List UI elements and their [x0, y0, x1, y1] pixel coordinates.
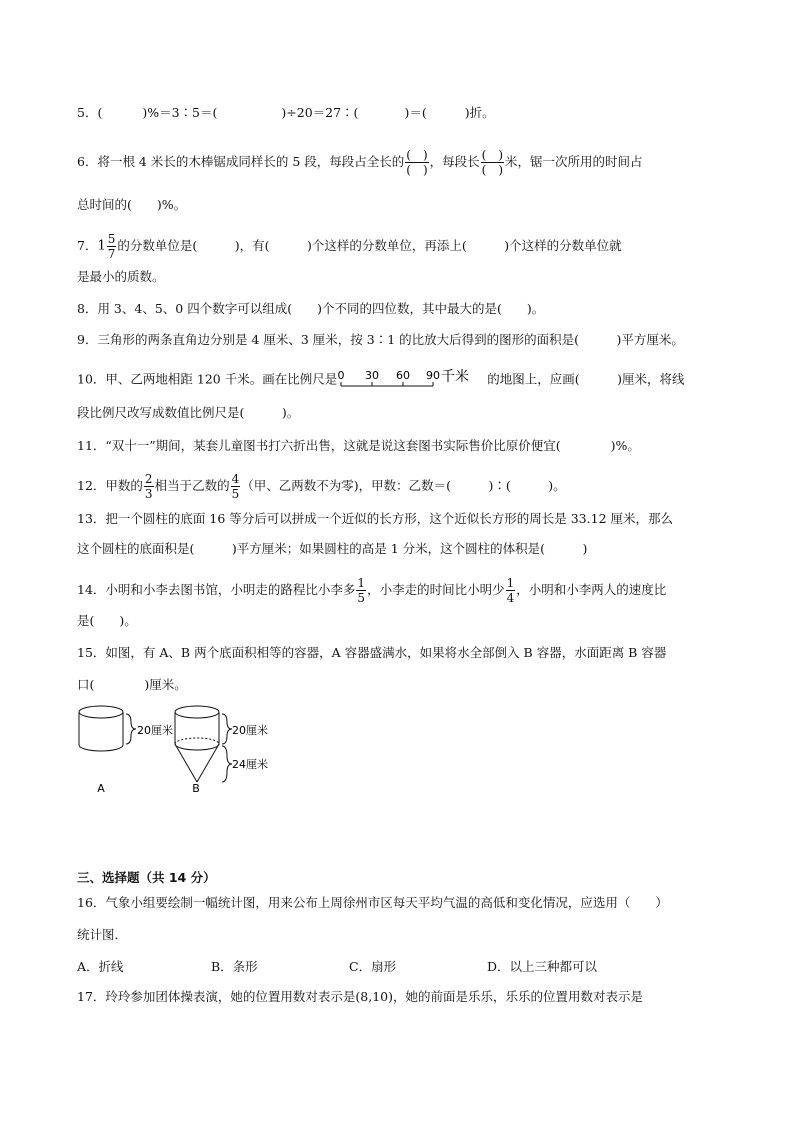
q16-text-b: 统计图．	[77, 927, 128, 942]
q6-text-c: 米，锯一次所用的时间占	[505, 154, 643, 169]
q5-text-b: )%＝3∶5＝(	[142, 105, 218, 120]
q7-text-b: 是最小的质数。	[77, 269, 165, 284]
fraction-numerator: 2	[144, 472, 153, 486]
q8-text: 用 3、4、5、0 四个数字可以组成( )个不同的四位数，其中最大的是( )。	[97, 301, 545, 316]
q16-text-a: 气象小组要绘制一幅统计图，用来公布上周徐州市区每天平均气温的高低和变化情况，应选用（ ）	[105, 895, 668, 910]
mixed-number-integer: 1	[97, 238, 106, 254]
option-a[interactable]	[77, 957, 124, 975]
question-13-cont	[77, 540, 587, 558]
question-14	[77, 576, 666, 605]
q12-text-b: 相当于乙数的	[154, 478, 230, 493]
fraction-numerator: 1	[506, 576, 515, 590]
question-number: 15．	[77, 645, 106, 660]
question-number: 8．	[77, 301, 98, 316]
option-d[interactable]	[487, 957, 597, 975]
question-10	[77, 368, 684, 392]
q12-text-a: 甲数的	[105, 478, 143, 493]
question-14-cont	[77, 612, 137, 630]
question-12	[77, 472, 566, 501]
q12-text-c: （甲、乙两数不为零)，甲数：乙数＝( )∶( )。	[241, 478, 566, 493]
q7-text-a: 的分数单位是( )，有( )个这样的分数单位，再添上( )个这样的分数单位就	[117, 238, 622, 253]
fraction	[107, 232, 117, 261]
fraction-denominator: 4	[506, 591, 515, 605]
fraction-denominator: 3	[144, 487, 153, 501]
question-number: 16．	[77, 895, 106, 910]
q6-text-a: 将一根 4 米长的木棒锯成同样长的 5 段，每段占全长的	[97, 154, 405, 169]
q14-text-a: 小明和小李去图书馆，小明走的路程比小李多	[105, 582, 356, 597]
q5-text-a: (	[97, 105, 103, 120]
option-b[interactable]	[211, 957, 258, 975]
question-number: 10．	[77, 371, 106, 387]
option-label: D．以上三种都可以	[487, 959, 598, 974]
q10-text-a: 甲、乙两地相距 120 千米。画在比例尺是	[105, 371, 338, 387]
question-9	[77, 331, 684, 349]
fraction-numerator: 5	[107, 232, 116, 246]
brace-icon	[222, 746, 232, 782]
option-label: A．折线	[77, 959, 124, 974]
q9-text: 三角形的两条直角边分别是 4 厘米、3 厘米，按 3∶1 的比放大后得到的图形的面积是( )平方厘米。	[97, 332, 684, 347]
fraction-denominator: 5	[357, 591, 366, 605]
fraction-numerator: ( )	[481, 148, 504, 162]
fraction	[144, 472, 154, 501]
q5-text-c: )÷20＝27∶(	[281, 105, 359, 120]
label-b: B	[192, 782, 200, 795]
fraction-blank[interactable]	[405, 148, 428, 177]
question-13	[77, 510, 673, 528]
option-c[interactable]	[349, 957, 396, 975]
dimension-label-b-cone: 24厘米	[232, 758, 268, 771]
q13-text-b: 这个圆柱的底面积是( )平方厘米；如果圆柱的高是 1 分米，这个圆柱的体积是( )	[77, 541, 588, 556]
q13-text-a: 把一个圆柱的底面 16 等分后可以拼成一个近似的长方形，这个近似长方形的周长是 33.12 厘米，那么	[105, 511, 673, 526]
question-number: 6．	[77, 154, 98, 169]
question-6-cont	[77, 196, 186, 214]
question-17	[77, 988, 643, 1006]
question-7	[77, 232, 622, 261]
question-16-cont	[77, 926, 127, 944]
fraction-denominator: ( )	[481, 163, 504, 177]
dimension-label-a: 20厘米	[137, 724, 173, 737]
question-11	[77, 437, 640, 455]
q5-text-e: )折。	[464, 105, 495, 120]
label-a: A	[97, 782, 105, 795]
question-8	[77, 300, 544, 318]
question-number: 13．	[77, 511, 106, 526]
question-6	[77, 148, 643, 177]
q14-text-b: ，小李走的时间比小明少	[367, 582, 505, 597]
brace-icon	[222, 714, 232, 744]
question-number: 17．	[77, 989, 106, 1004]
fraction-denominator: 7	[107, 247, 116, 261]
question-number: 12．	[77, 478, 106, 493]
dimension-label-b-cylinder: 20厘米	[232, 724, 268, 737]
fraction-denominator: 5	[231, 487, 240, 501]
scale-unit-label: 千米	[441, 369, 470, 385]
question-10-cont	[77, 404, 299, 422]
section-title	[77, 869, 216, 887]
question-15	[77, 644, 666, 662]
section-title-text: 三、选择题（共 14 分）	[77, 870, 216, 885]
q17-text: 玲玲参加团体操表演，她的位置用数对表示是(8,10)，她的前面是乐乐，乐乐的位置用数对表示是	[105, 989, 643, 1004]
brace-icon	[126, 714, 136, 744]
q10-text-c: 段比例尺改写成数值比例尺是( )。	[77, 405, 300, 420]
q5-text-d: )＝(	[404, 105, 427, 120]
scale-tick-label: 90	[426, 369, 441, 382]
fraction-numerator: 1	[357, 576, 366, 590]
line-scale-bar	[337, 368, 487, 392]
question-15-cont	[77, 676, 187, 694]
fraction-numerator: ( )	[406, 148, 428, 162]
q14-text-d: 是( )。	[77, 613, 137, 628]
fraction-numerator: 4	[231, 472, 240, 486]
question-number: 14．	[77, 582, 106, 597]
scale-tick-label: 60	[396, 369, 411, 382]
fraction-denominator: ( )	[406, 163, 428, 177]
scale-tick-label: 0	[337, 369, 345, 382]
scale-tick-label: 30	[365, 369, 380, 382]
q15-text-a: 如图，有 A、B 两个底面积相等的容器，A 容器盛满水，如果将水全部倒入 B 容器，水面距离 B 容器	[105, 645, 667, 660]
option-label: C．扇形	[349, 959, 397, 974]
q6-text-b: ，每段长	[429, 154, 480, 169]
question-number: 7．	[77, 238, 98, 253]
fraction-blank[interactable]	[481, 148, 504, 177]
q11-text: “双十一”期间，某套儿童图书打六折出售，这就是说这套图书实际售价比原价便宜( )%。	[105, 438, 640, 453]
containers-figure	[70, 700, 290, 800]
question-number: 9．	[77, 332, 98, 347]
question-5	[77, 104, 495, 122]
fraction	[506, 576, 516, 605]
option-label: B．条形	[211, 959, 258, 974]
question-number: 5．	[77, 105, 98, 120]
question-number: 11．	[77, 438, 106, 453]
q15-text-b: 口( )厘米。	[77, 677, 187, 692]
fraction	[356, 576, 366, 605]
q10-text-b: 的地图上，应画( )厘米，将线	[487, 371, 685, 387]
q14-text-c: ，小明和小李两人的速度比	[516, 582, 667, 597]
question-7-cont	[77, 268, 165, 286]
question-16	[77, 894, 668, 912]
fraction	[231, 472, 241, 501]
q6-text-d: 总时间的( )%。	[77, 197, 187, 212]
container-a	[79, 706, 123, 751]
container-b	[175, 706, 219, 782]
